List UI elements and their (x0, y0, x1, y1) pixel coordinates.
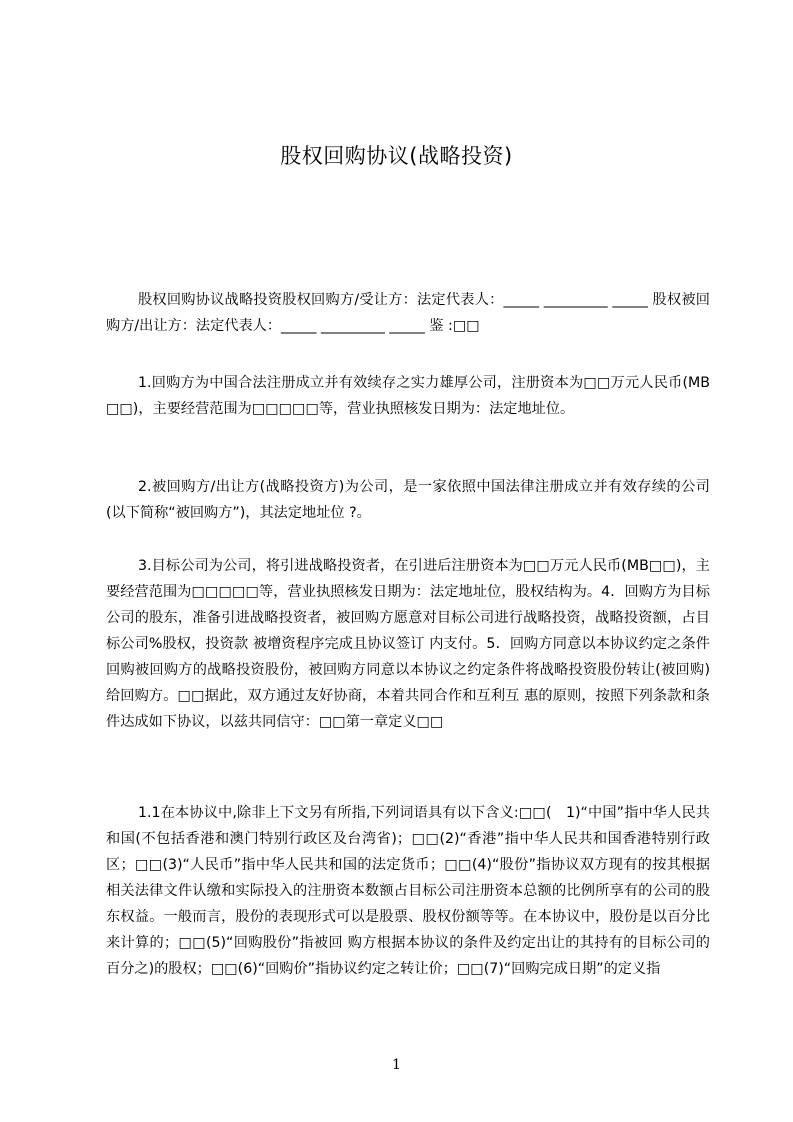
parties-paragraph: 股权回购协议战略投资股权回购方/受让方：法定代表人：_____ _________ _____ 股权被回购方/出让方：法定代表人：_____ _________ _____ 鉴 :□□ (106, 292, 710, 334)
clause-3-paragraph: 3.目标公司为公司，将引进战略投资者，在引进后注册资本为□□万元人民币(MB□□)，主要经营范围为□□□□□等，营业执照核发日期为：法定地址位，股权结构为。4．回购方为目标公司的股东，准备引进战略投资者，被回购方愿意对目标公司进行战略投资，战略投资额，占目标公司%股权，投资款 被增资程序完成且协议签订 内支付。5．回购方同意以本协议约定之条件回购被回购方的战略投资股份，被回购方同意以本协议之约定条件将战略投资股份转让(被回购)给回购方。□□据此，双方通过友好协商，本着共同合作和互利互 惠的原则，按照下列条款和条件达成如下协议，以兹共同信守：□□第一章定义□□ (106, 558, 710, 730)
clause-1-paragraph: 1.回购方为中国合法注册成立并有效续存之实力雄厚公司，注册资本为□□万元人民币(MB□□)，主要经营范围为□□□□□等，营业执照核发日期为：法定地址位。 (106, 375, 710, 417)
definitions-paragraph: 1.1在本协议中,除非上下文另有所指,下列词语具有以下含义:□□( 1)“中国”指中华人民共和国(不包括香港和澳门特别行政区及台湾省)；□□(2)“香港”指中华人民共和国香港特别行政区；□□(3)“人民币”指中华人民共和国的法定货币；□□(4)“股份”指协议双方现有的按其根据相关法律文件认缴和实际投入的注册资本数额占目标公司注册资本总额的比例所享有的公司的股东权益。一般而言，股份的表现形式可以是股票、股权份额等等。在本协议中，股份是以百分比来计算的；□□(5)“回购股份”指被回 购方根据本协议的条件及约定出让的其持有的目标公司的百分之)的股权；□□(6)“回购价”指协议约定之转让价；□□(7)“回购完成日期”的定义指 (106, 805, 710, 977)
page-number: 1 (392, 1057, 401, 1073)
document-body (106, 287, 710, 1067)
document-title: 股权回购协议(战略投资) (280, 144, 513, 168)
clause-2-paragraph: 2.被回购方/出让方(战略投资方)为公司，是一家依照中国法律注册成立并有效存续的公司(以下简称“被回购方”)，其法定地址位 ?。 (106, 479, 710, 521)
